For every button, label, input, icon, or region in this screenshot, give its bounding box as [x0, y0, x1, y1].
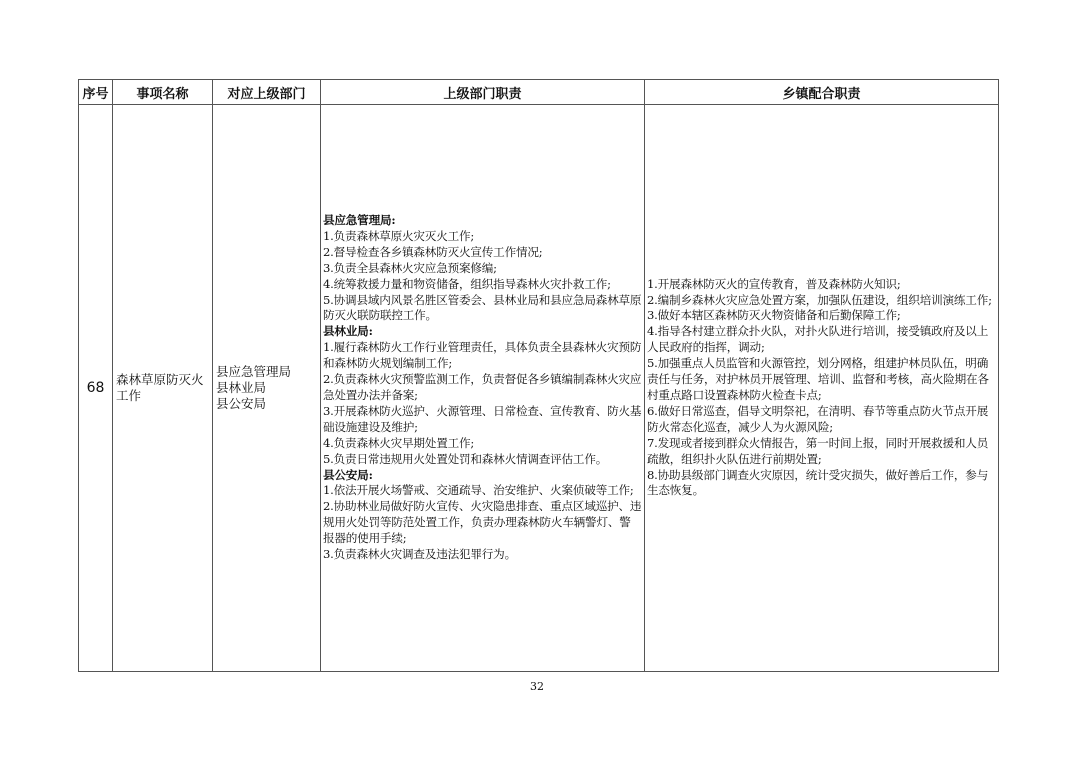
- department-name: 县公安局: [216, 396, 267, 411]
- header-row: [79, 80, 999, 105]
- row-township-duties: [645, 105, 999, 672]
- row-superior-duties: [321, 105, 645, 672]
- township-duty-item: 6.做好日常巡查，倡导文明祭祀，在清明、春节等重点防火节点开展防火常态化巡查，减少人为火源风险;: [647, 403, 989, 434]
- header-township-duties: 乡镇配合职责: [645, 80, 999, 105]
- department-name: 县应急管理局: [216, 364, 292, 379]
- table-row: [79, 105, 999, 672]
- header-item-name: 事项名称: [113, 80, 213, 105]
- section-title: 县林业局:: [323, 324, 373, 339]
- duty-item: 1.履行森林防火工作行业管理责任，具体负责全县森林火灾预防和森林防火规划编制工作;: [323, 340, 642, 371]
- duty-item: 1.负责森林草原火灾灭火工作;: [323, 228, 475, 243]
- duty-item: 3.负责全县森林火灾应急预案修编;: [323, 260, 497, 275]
- page-number: 32: [530, 680, 544, 693]
- duty-item: 1.依法开展火场警戒、交通疏导、治安维护、火案侦破等工作;: [323, 483, 634, 498]
- duty-table: [78, 79, 999, 672]
- row-departments: [213, 105, 321, 672]
- township-duty-item: 7.发现或者接到群众火情报告，第一时间上报，同时开展救援和人员疏散，组织扑火队伍进行前期处置;: [647, 435, 989, 466]
- duty-item: 4.负责森林火灾早期处置工作;: [323, 435, 475, 450]
- header-seq: 序号: [79, 80, 113, 105]
- duty-item: 5.协调县域内风景名胜区管委会、县林业局和县应急局森林草原防灭火联防联控工作。: [323, 292, 642, 323]
- row-seq: 68: [79, 105, 113, 672]
- township-duty-item: 5.加强重点人员监管和火源管控，划分网格，组建护林员队伍，明确责任与任务，对护林员开展管理、培训、监督和考核，高火险期在各村重点路口设置森林防火检查卡点;: [647, 356, 989, 402]
- township-duty-item: 2.编制乡森林火灾应急处置方案，加强队伍建设，组织培训演练工作;: [647, 292, 992, 307]
- township-duty-item: 3.做好本辖区森林防灭火物资储备和后勤保障工作;: [647, 308, 901, 323]
- duty-item: 3.负责森林火灾调查及违法犯罪行为。: [323, 547, 516, 562]
- township-duty-item: 8.协助县级部门调查火灾原因，统计受灾损失，做好善后工作，参与生态恢复。: [647, 467, 989, 498]
- department-name: 县林业局: [216, 380, 267, 395]
- township-duty-item: 1.开展森林防灭火的宣传教育，普及森林防火知识;: [647, 276, 901, 291]
- duty-item: 2.督导检查各乡镇森林防灭火宣传工作情况;: [323, 244, 543, 259]
- duty-item: 5.负责日常违规用火处置处罚和森林火情调查评估工作。: [323, 451, 608, 466]
- section-title: 县应急管理局:: [323, 213, 396, 228]
- duty-item: 2.负责森林火灾预警监测工作，负责督促各乡镇编制森林火灾应急处置办法并备案;: [323, 372, 642, 402]
- row-item-name: 森林草原防灭火工作: [113, 105, 213, 672]
- duty-item: 3.开展森林防火巡护、火源管理、日常检查、宣传教育、防火基础设施建设及维护;: [323, 403, 642, 434]
- section-title: 县公安局:: [323, 467, 373, 482]
- duty-item: 4.统筹救援力量和物资储备，组织指导森林火灾扑救工作;: [323, 276, 611, 291]
- header-superior-duties: 上级部门职责: [321, 80, 645, 105]
- duty-item: 2.协助林业局做好防火宣传、火灾隐患排查、重点区域巡护、违规用火处罚等防范处置工作，负责办理森林防火车辆警灯、警报器的使用手续;: [323, 499, 642, 546]
- header-department: 对应上级部门: [213, 80, 321, 105]
- township-duty-item: 4.指导各村建立群众扑火队，对扑火队进行培训，接受镇政府及以上人民政府的指挥，调动;: [647, 324, 989, 355]
